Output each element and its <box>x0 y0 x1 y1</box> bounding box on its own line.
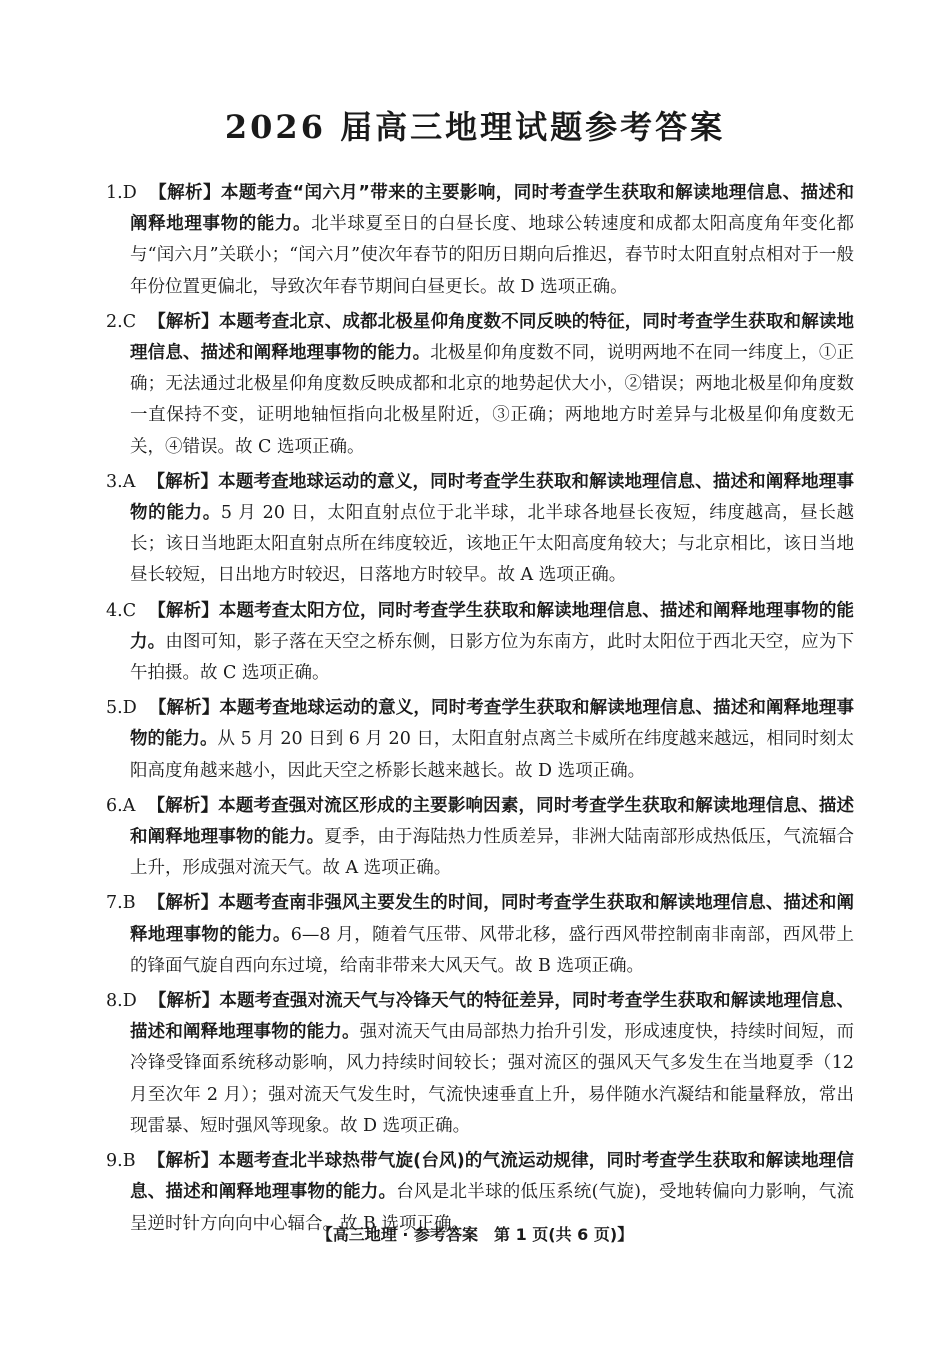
item-explanation: 从 5 月 20 日到 6 月 20 日，太阳直射点离兰卡威所在纬度越来越远，相同时刻太阳高度角越来越小，因此天空之桥影长越来越长。故 D 选项正确。 <box>130 729 855 781</box>
item-answer: C <box>122 311 137 332</box>
answer-item-7 <box>106 888 854 982</box>
item-number: 5. <box>106 698 123 719</box>
answer-item-4 <box>106 596 854 690</box>
item-number: 3. <box>106 471 123 492</box>
item-answer: A <box>122 471 136 492</box>
answer-item-5 <box>106 693 854 787</box>
item-analysis-heading: 【解析】本题考查太阳方位，同时考查学生获取和解读地理信息、描述和阐释地理事物的能力。 <box>130 600 854 652</box>
item-explanation: 台风是北半球的低压系统(气旋)，受地转偏向力影响，气流呈逆时针方向向中心辐合。故 B 选项正确。 <box>130 1182 855 1234</box>
item-number: 7. <box>106 893 123 914</box>
item-analysis-heading: 【解析】本题考查地球运动的意义，同时考查学生获取和解读地理信息、描述和阐释地理事物的能力。 <box>130 471 854 524</box>
item-answer: B <box>122 1151 136 1172</box>
item-explanation: 5 月 20 日，太阳直射点位于北半球，北半球各地昼长夜短，纬度越高，昼长越长；该日当地距太阳直射点所在纬度较近，该地正午太阳高度角较大；与北京相比，该日当地昼长较短，日出地方时较迟，日落地方时较早。故 A 选项正确。 <box>130 503 854 586</box>
item-number: 1. <box>106 183 123 203</box>
item-answer: D <box>122 698 137 719</box>
item-explanation: 北半球夏至日的白昼长度、地球公转速度和成都太阳高度角年变化都与“闰六月”关联小；“闰六月”使次年春节的阳历日期向后推迟，春节时太阳直射点相对于一般年份位置更偏北，导致次年春节期间白昼更长。故 D 选项正确。 <box>130 214 855 297</box>
item-answer: A <box>122 795 136 816</box>
item-analysis-heading: 【解析】本题考查“闰六月”带来的主要影响，同时考查学生获取和解读地理信息、描述和阐释地理事物的能力。 <box>130 183 854 235</box>
item-answer: D <box>122 991 137 1012</box>
page-title: 2026 届高三地理试题参考答案 <box>224 108 726 146</box>
item-explanation: 北极星仰角度数不同，说明两地不在同一纬度上，①正确；无法通过北极星仰角度数反映成都和北京的地势起伏大小，②错误；两地北极星仰角度数一直保持不变，证明地轴恒指向北极星附近，③正确；两地地方时差异与北极星仰角度数无关，④错误。故 C 选项正确。 <box>130 343 855 457</box>
answer-item-1 <box>106 178 854 303</box>
answer-item-3 <box>106 467 854 592</box>
item-number: 9. <box>106 1151 123 1172</box>
item-explanation: 由图可知，影子落在天空之桥东侧，日影方位为东南方，此时太阳位于西北天空，应为下午拍摄。故 C 选项正确。 <box>130 631 855 684</box>
answer-item-8 <box>106 986 854 1142</box>
item-number: 8. <box>106 991 123 1012</box>
item-number: 2. <box>106 311 123 332</box>
item-answer: C <box>122 600 137 621</box>
item-answer: B <box>122 893 136 914</box>
item-explanation: 强对流天气由局部热力抬升引发，形成速度快，持续时间短，而冷锋受锋面系统移动影响，风力持续时间较长；强对流区的强风天气多发生在当地夏季（12 月至次年 2 月）；强对流天气发生时，气流快速垂直上升，易伴随水汽凝结和能量释放，常出现雷暴、短时强风等现象。故 D 选项正确。 <box>130 1022 855 1136</box>
item-analysis-heading: 【解析】本题考查南非强风主要发生的时间，同时考查学生获取和解读地理信息、描述和阐释地理事物的能力。 <box>130 893 854 945</box>
answer-list <box>106 178 854 1244</box>
item-analysis-heading: 【解析】本题考查北半球热带气旋(台风)的气流运动规律，同时考查学生获取和解读地理信息、描述和阐释地理事物的能力。 <box>130 1151 854 1203</box>
answer-item-6 <box>106 791 854 885</box>
item-number: 4. <box>106 600 123 621</box>
item-explanation: 夏季，由于海陆热力性质差异，非洲大陆南部形成热低压，气流辐合上升，形成强对流天气。故 A 选项正确。 <box>130 827 855 879</box>
item-analysis-heading: 【解析】本题考查强对流天气与冷锋天气的特征差异，同时考查学生获取和解读地理信息、描述和阐释地理事物的能力。 <box>130 991 854 1043</box>
item-explanation: 6—8 月，随着气压带、风带北移，盛行西风带控制南非南部，西风带上的锋面气旋自西向东过境，给南非带来大风天气。故 B 选项正确。 <box>130 924 854 976</box>
item-analysis-heading: 【解析】本题考查地球运动的意义，同时考查学生获取和解读地理信息、描述和阐释地理事物的能力。 <box>130 698 854 750</box>
item-analysis-heading: 【解析】本题考查北京、成都北极星仰角度数不同反映的特征，同时考查学生获取和解读地理信息、描述和阐释地理事物的能力。 <box>130 311 854 364</box>
answer-item-2 <box>106 307 854 463</box>
item-answer: D <box>122 183 137 203</box>
item-number: 6. <box>106 795 123 816</box>
item-analysis-heading: 【解析】本题考查强对流区形成的主要影响因素，同时考查学生获取和解读地理信息、描述和阐释地理事物的能力。 <box>130 795 854 848</box>
page-footer: 【高三地理 · 参考答案 第 1 页(共 6 页)】 <box>316 1225 634 1244</box>
